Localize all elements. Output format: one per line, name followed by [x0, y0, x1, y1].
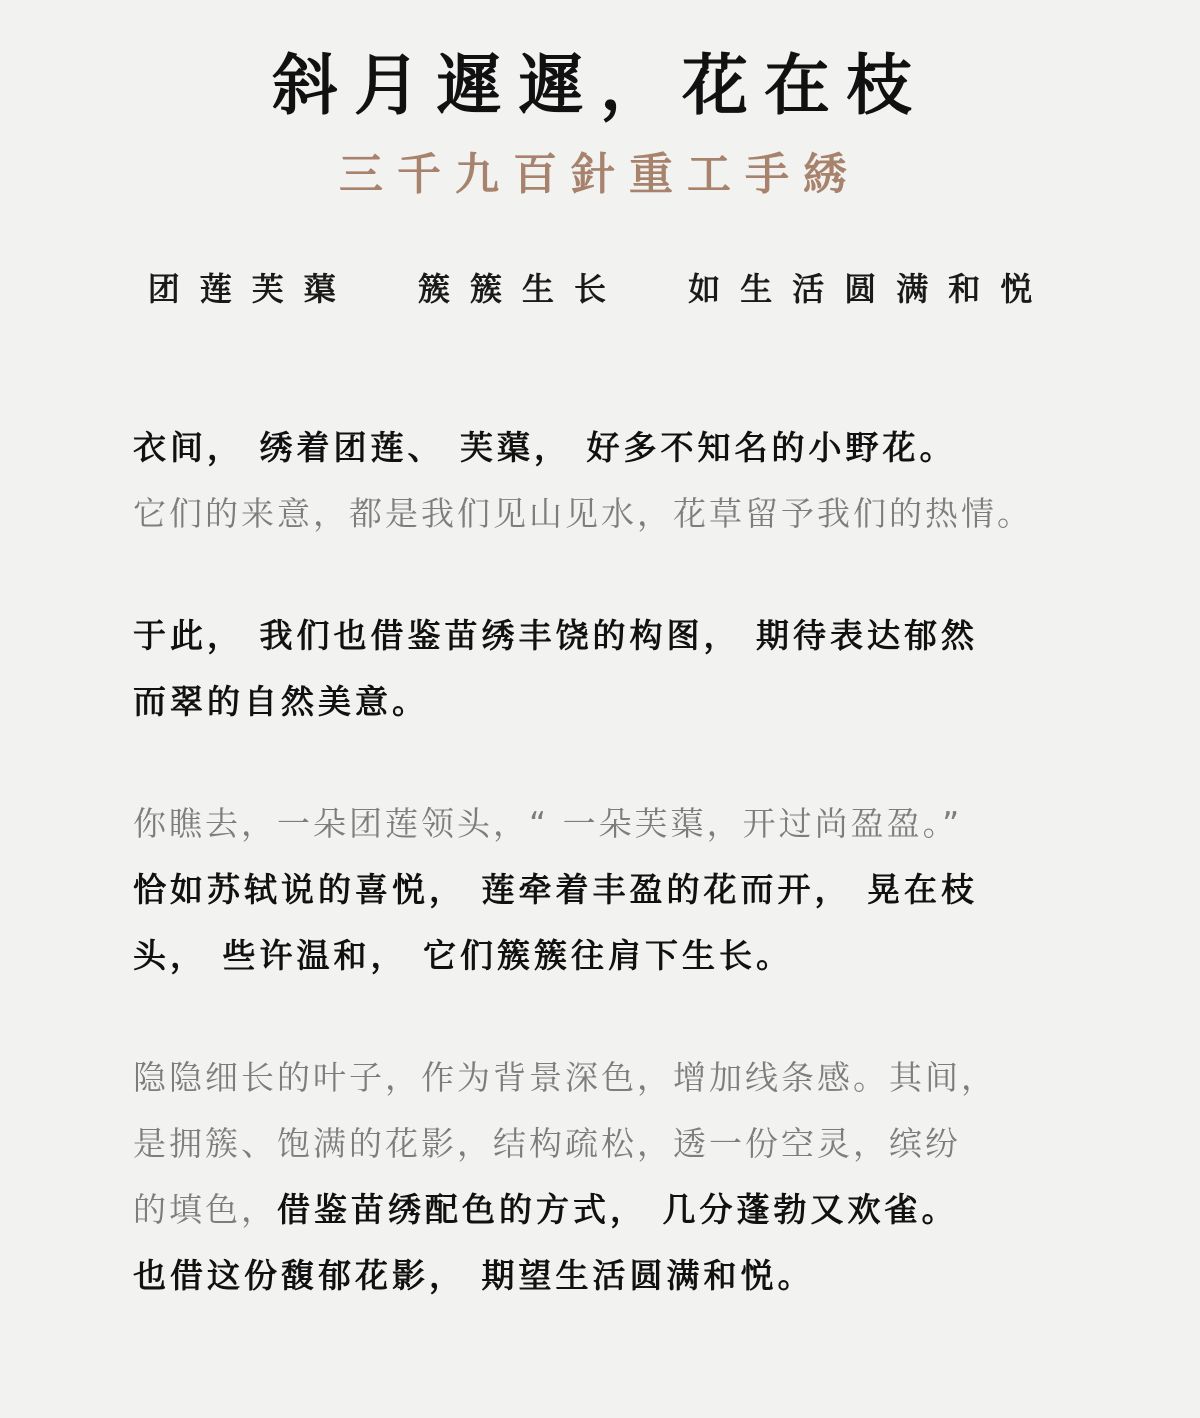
- paragraph-3-line-1: 你瞧去，一朵团莲领头，“ 一朵芙蕖，开过尚盈盈。”: [133, 804, 963, 843]
- paragraph-2: [133, 603, 1073, 735]
- paragraph-3-line-3: 头， 些许温和， 它们簇簇往肩下生长。: [133, 936, 793, 975]
- paragraph-4: [133, 1045, 1073, 1309]
- page-subtitle: 三千九百針重工手綉: [339, 149, 861, 200]
- paragraph-1-line-1: 衣间， 绣着团莲、 芙蕖， 好多不知名的小野花。: [133, 428, 957, 467]
- paragraph-4-line-3-light: 的填色，: [133, 1190, 277, 1229]
- paragraph-4-line-3-bold: 借鉴苗绣配色的方式， 几分蓬勃又欢雀。: [277, 1190, 959, 1229]
- page-title: 斜月遲遲，花在枝: [272, 46, 928, 124]
- paragraph-4-line-1: 隐隐细长的叶子，作为背景深色，增加线条感。其间，: [133, 1058, 997, 1097]
- paragraph-1-line-2: 它们的来意，都是我们见山见水，花草留予我们的热情。: [133, 494, 1033, 533]
- paragraph-4-line-3: [133, 1177, 1073, 1243]
- paragraph-4-line-4: 也借这份馥郁花影， 期望生活圆满和悦。: [133, 1256, 815, 1295]
- paragraph-2-line-2: 而翠的自然美意。: [133, 682, 429, 721]
- paragraph-4-line-2: 是拥簇、饱满的花影，结构疏松，透一份空灵，缤纷: [133, 1124, 961, 1163]
- paragraph-3-line-2: 恰如苏轼说的喜悦， 莲牵着丰盈的花而开， 晃在枝: [133, 870, 978, 909]
- paragraph-3: [133, 791, 1073, 989]
- tagline: 团莲芙蕖 簇簇生长 如生活圆满和悦: [147, 270, 1053, 308]
- paragraph-1: [133, 415, 1073, 547]
- paragraph-2-line-1: 于此， 我们也借鉴苗绣丰饶的构图， 期待表达郁然: [133, 616, 978, 655]
